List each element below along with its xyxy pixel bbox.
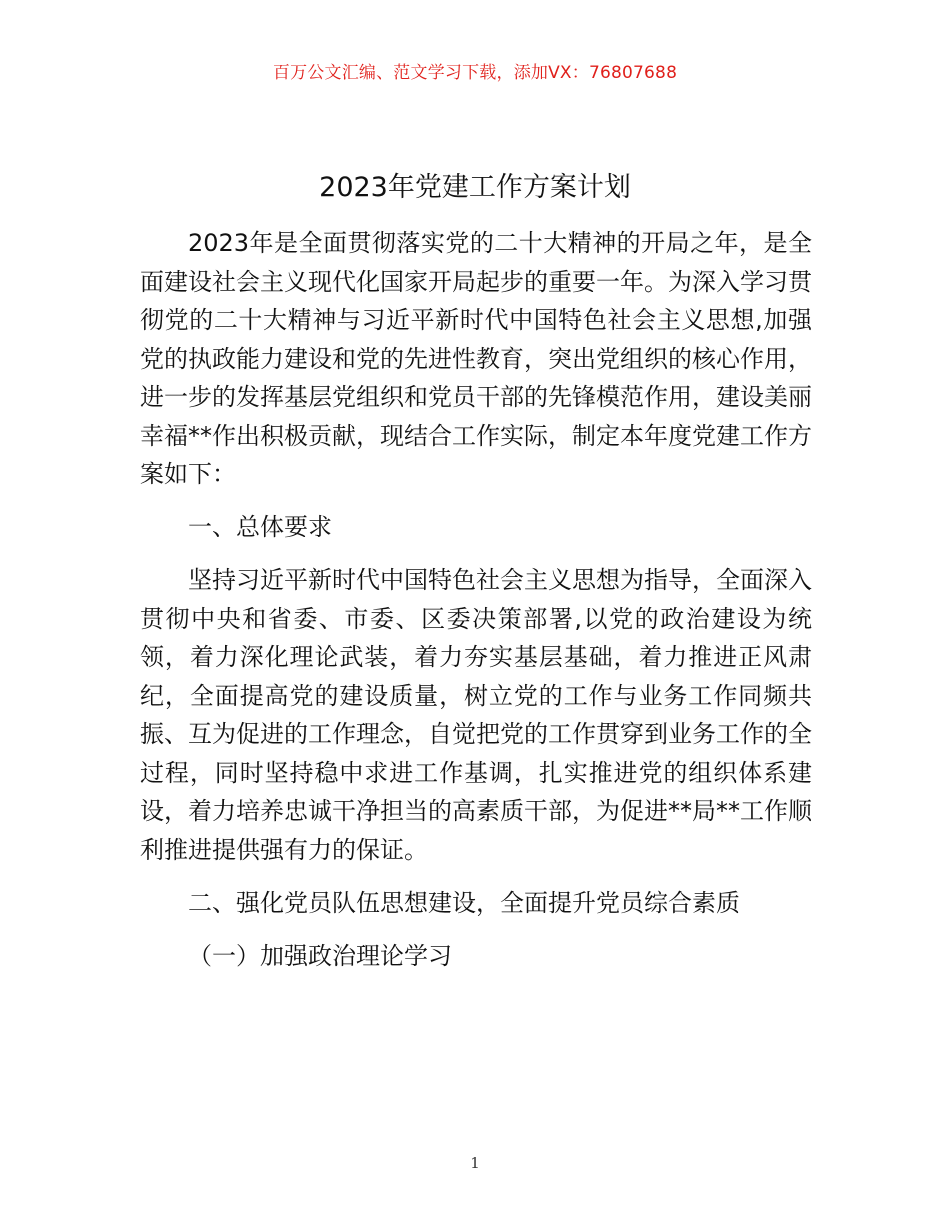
subsection-heading-political-theory-study: （一）加强政治理论学习 xyxy=(188,941,452,970)
page-number: 1 xyxy=(470,1154,480,1172)
header-banner: 百万公文汇编、范文学习下载，添加VX：76807688 xyxy=(272,63,678,83)
section-heading-overall-requirements: 一、总体要求 xyxy=(188,513,332,541)
section-heading-party-member-ideology: 二、强化党员队伍思想建设，全面提升党员综合素质 xyxy=(188,888,740,917)
document-body xyxy=(140,224,812,990)
overall-requirements-paragraph: 坚持习近平新时代中国特色社会主义思想为指导，全面深入贯彻中央和省委、市委、区委决策部署,以党的政治建设为统领，着力深化理论武装，着力夯实基层基础，着力推进正风肃纪，全面提高党的建设质量，树立党的工作与业务工作同频共振、互为促进的工作理念，自觉把党的工作贯穿到业务工作的全过程，同时坚持稳中求进工作基调，扎实推进党的组织体系建设，着力培养忠诚干净担当的高素质干部，为促进**局**工作顺利推进提供强有力的保证。 xyxy=(140,566,812,864)
document-title: 2023年党建工作方案计划 xyxy=(319,172,631,203)
intro-paragraph: 2023年是全面贯彻落实党的二十大精神的开局之年，是全面建设社会主义现代化国家开局起步的重要一年。为深入学习贯彻党的二十大精神与习近平新时代中国特色社会主义思想,加强党的执政能力建设和党的先进性教育，突出党组织的核心作用，进一步的发挥基层党组织和党员干部的先锋模范作用，建设美丽幸福**作出积极贡献，现结合工作实际，制定本年度党建工作方案如下： xyxy=(140,229,812,488)
